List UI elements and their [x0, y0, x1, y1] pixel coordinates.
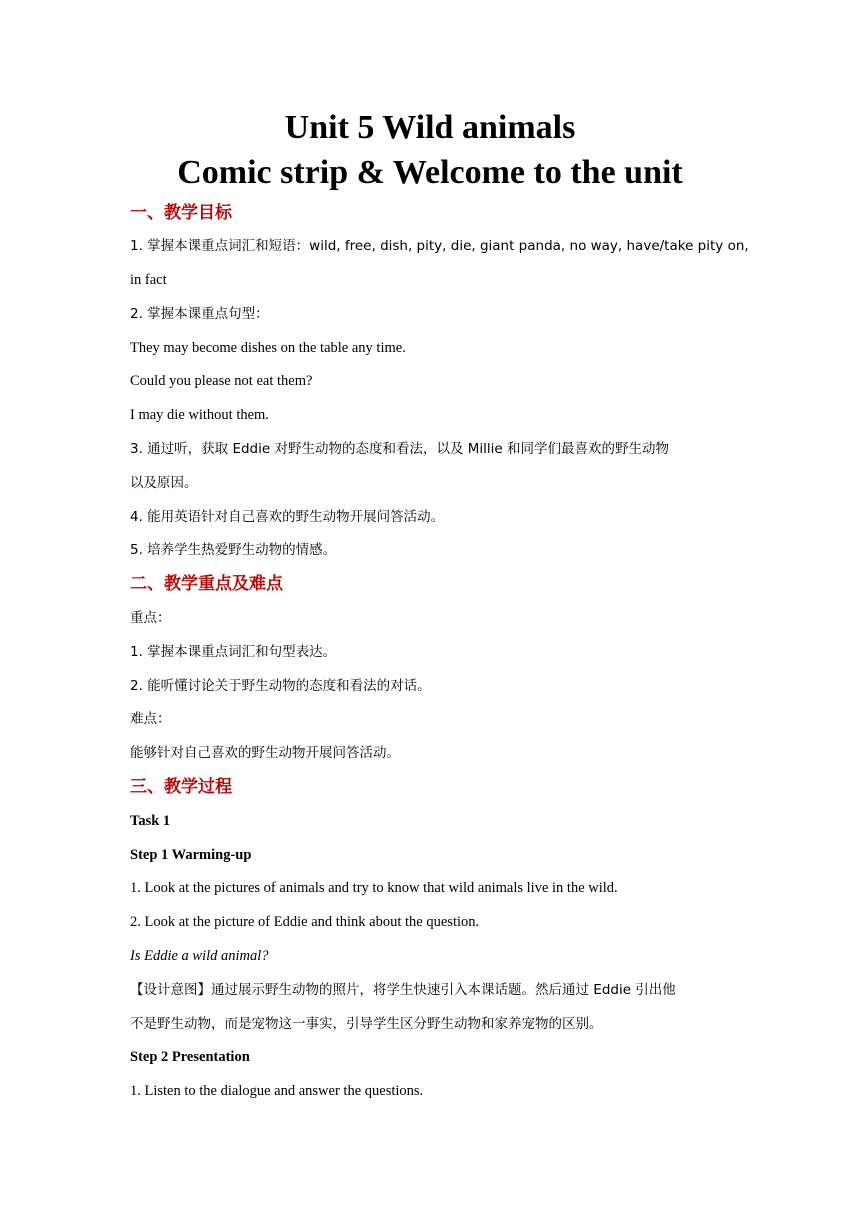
- document-title-line1: Unit 5 Wild animals: [284, 109, 576, 146]
- difficulty-1: 能够针对自己喜欢的野生动物开展问答活动。: [130, 745, 400, 761]
- objective-3-line1: 3. 通过听，获取 Eddie 对野生动物的态度和看法，以及 Millie 和同学们最喜欢的野生动物: [130, 441, 670, 457]
- key-sentence-1: They may become dishes on the table any time.: [130, 340, 406, 356]
- section-heading-key-points: 二、教学重点及难点: [130, 574, 283, 594]
- section-heading-process: 三、教学过程: [130, 777, 232, 797]
- difficulty-label: 难点：: [130, 711, 171, 727]
- key-point-1: 1. 掌握本课重点词汇和句型表达。: [130, 644, 337, 660]
- objective-1-line2: in fact: [130, 272, 167, 288]
- design-intent-line1: 【设计意图】通过展示野生动物的照片，将学生快速引入本课话题。然后通过 Eddie 引出他: [130, 982, 676, 998]
- step-2-heading: Step 2 Presentation: [130, 1049, 250, 1065]
- objective-4: 4. 能用英语针对自己喜欢的野生动物开展问答活动。: [130, 509, 445, 525]
- key-points-label: 重点：: [130, 610, 171, 626]
- step-1-item-2: 2. Look at the picture of Eddie and think about the question.: [130, 914, 480, 930]
- objective-3-line2: 以及原因。: [130, 475, 198, 491]
- warmup-question: Is Eddie a wild animal?: [130, 948, 269, 964]
- step-1-heading: Step 1 Warming-up: [130, 847, 252, 863]
- objective-5: 5. 培养学生热爱野生动物的情感。: [130, 542, 337, 558]
- key-point-2: 2. 能听懂讨论关于野生动物的态度和看法的对话。: [130, 678, 431, 694]
- key-sentence-3: I may die without them.: [130, 407, 269, 423]
- section-heading-objectives: 一、教学目标: [130, 203, 232, 223]
- document-title-line2: Comic strip & Welcome to the unit: [177, 154, 683, 191]
- objective-1-line1: 1. 掌握本课重点词汇和短语：wild, free, dish, pity, die, giant panda, no way, have/take pity on,: [130, 238, 749, 254]
- key-sentence-2: Could you please not eat them?: [130, 373, 313, 389]
- objective-2: 2. 掌握本课重点句型：: [130, 306, 269, 322]
- design-intent-line2: 不是野生动物，而是宠物这一事实，引导学生区分野生动物和家养宠物的区别。: [130, 1016, 603, 1032]
- task-label: Task 1: [130, 813, 171, 829]
- step-1-item-1: 1. Look at the pictures of animals and try to know that wild animals live in the wild.: [130, 880, 618, 896]
- step-2-item-1: 1. Listen to the dialogue and answer the questions.: [130, 1083, 424, 1099]
